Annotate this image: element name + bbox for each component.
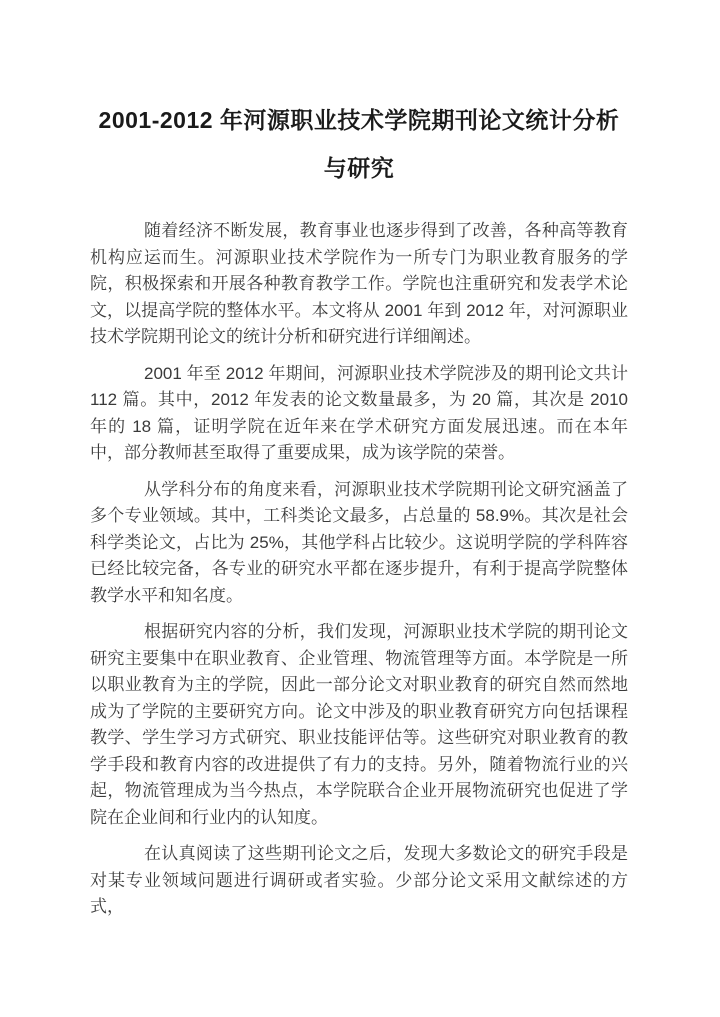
title-line-2: 与研究 [323,155,395,181]
paragraph-subject-distribution: 从学科分布的角度来看，河源职业技术学院期刊论文研究涵盖了多个专业领域。其中，工科类论文最多，占总量的 58.9%。其次是社会科学类论文，占比为 25%，其他学科占比较少。这说明学院的学科阵容已经比较完备，各专业的研究水平都在逐步提升，有利于提高学院整体教学水平和知名度。 [90,479,628,605]
title-line-1: 2001-2012 年河源职业技术学院期刊论文统计分析 [98,107,620,133]
paragraph-publication-counts: 2001 年至 2012 年期间，河源职业技术学院涉及的期刊论文共计 112 篇。其中，2012 年发表的论文数量最多，为 20 篇，其次是 2010 年的 18 篇，证明学院在近年来在学术研究方面发展迅速。而在本年中，部分教师甚至取得了重要成果，成为该学院的荣誉。 [90,363,628,462]
paragraph-research-methods: 在认真阅读了这些期刊论文之后，发现大多数论文的研究手段是对某专业领域问题进行调研或者实验。少部分论文采用文献综述的方式， [90,844,628,916]
paragraph-research-content: 根据研究内容的分析，我们发现，河源职业技术学院的期刊论文研究主要集中在职业教育、企业管理、物流管理等方面。本学院是一所以职业教育为主的学院，因此一部分论文对职业教育的研究自然而然地成为了学院的主要研究方向。论文中涉及的职业教育研究方向包括课程教学、学生学习方式研究、职业技能评估等。这些研究对职业教育的教学手段和教育内容的改进提供了有力的支持。另外，随着物流行业的兴起，物流管理成为当今热点，本学院联合企业开展物流研究也促进了学院在企业间和行业内的认知度。 [90,622,628,827]
document-title [90,96,628,192]
document-body [90,218,628,921]
paragraph-intro: 随着经济不断发展，教育事业也逐步得到了改善，各种高等教育机构应运而生。河源职业技术学院作为一所专门为职业教育服务的学院，积极探索和开展各种教育教学工作。学院也注重研究和发表学术论文，以提高学院的整体水平。本文将从 2001 年到 2012 年，对河源职业技术学院期刊论文的统计分析和研究进行详细阐述。 [90,221,628,346]
